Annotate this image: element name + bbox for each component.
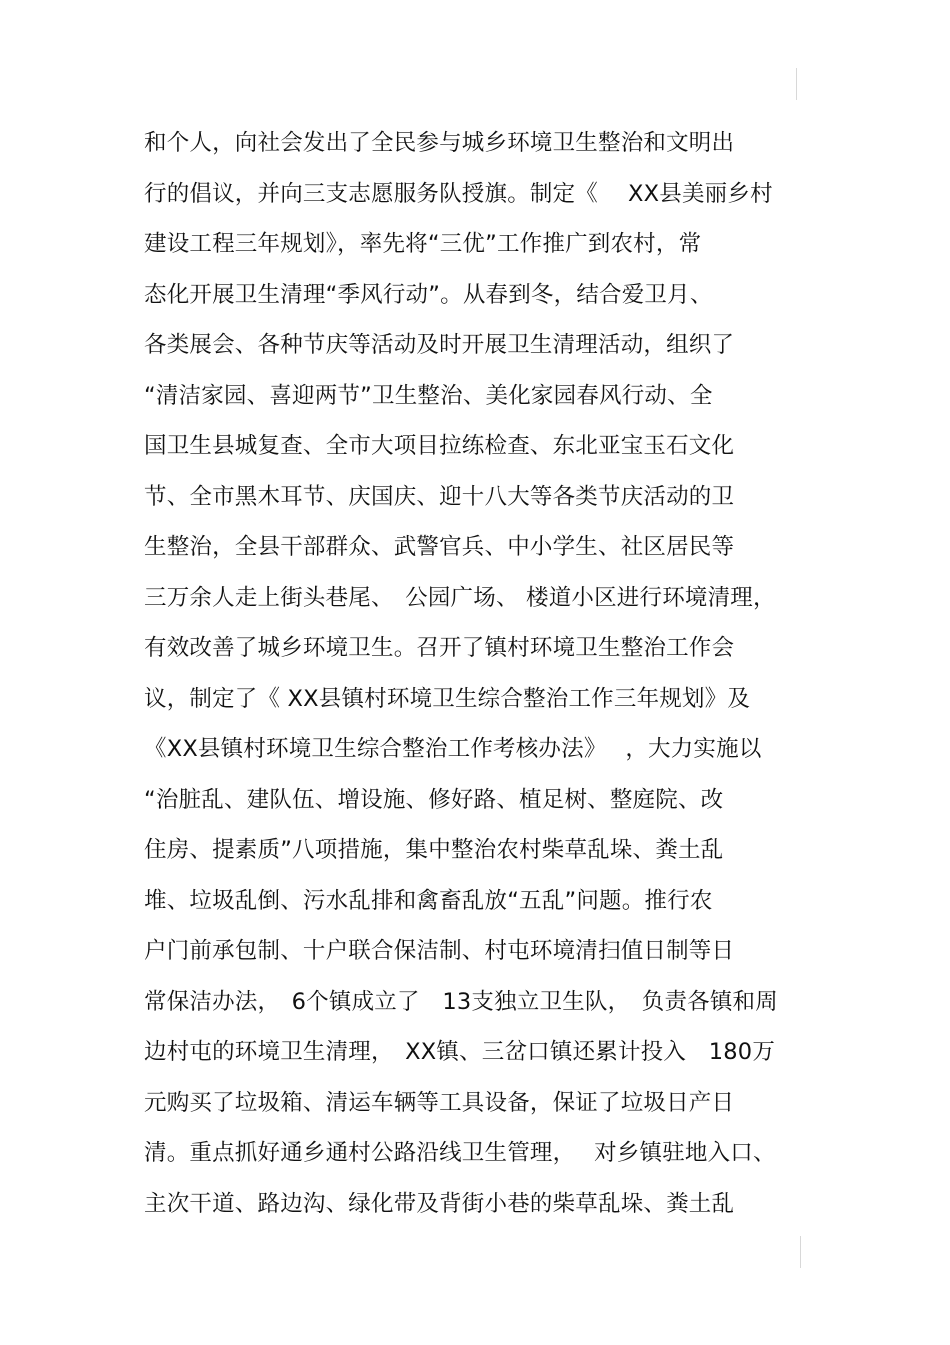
text-line: 态化开展卫生清理“季风行动”。从春到冬，结合爱卫月、 [144, 281, 713, 308]
text-line: 议，制定了《 XX县镇村环境卫生综合整治工作三年规划》及 [144, 685, 751, 712]
text-line: 和个人，向社会发出了全民参与城乡环境卫生整治和文明出 [144, 130, 735, 156]
page-edge-mark-top [796, 68, 797, 100]
text-line: 住房、提素质”八项措施，集中整治农村柴草乱垛、粪土乱 [144, 837, 724, 863]
text-line: 元购买了垃圾箱、清运车辆等工具设备，保证了垃圾日产日 [144, 1089, 735, 1116]
text-line: 常保洁办法， 6个镇成立了 13支独立卫生队， 负责各镇和周 [144, 988, 778, 1015]
text-line: 堆、垃圾乱倒、污水乱排和禽畜乱放“五乱”问题。推行农 [144, 887, 713, 914]
text-line: 有效改善了城乡环境卫生。召开了镇村环境卫生整治工作会 [144, 635, 735, 661]
text-line: 清。重点抓好通乡通村公路沿线卫生管理， 对乡镇驻地入口、 [144, 1140, 776, 1166]
text-line: 国卫生县城复查、全市大项目拉练检查、东北亚宝玉石文化 [144, 433, 735, 459]
page-edge-mark-bottom [800, 1236, 801, 1268]
text-line: 《XX县镇村环境卫生综合整治工作考核办法》 ，大力实施以 [144, 736, 762, 762]
text-line: 三万余人走上街头巷尾、 公园广场、 楼道小区进行环境清理， [144, 584, 776, 611]
text-line: 边村屯的环境卫生清理， XX镇、三岔口镇还累计投入 180万 [144, 1039, 776, 1065]
text-line: “治脏乱、建队伍、增设施、修好路、植足树、整庭院、改 [144, 786, 724, 813]
text-line: 各类展会、各种节庆等活动及时开展卫生清理活动，组织了 [144, 332, 735, 358]
text-line: 主次干道、路边沟、绿化带及背街小巷的柴草乱垛、粪土乱 [144, 1190, 735, 1217]
text-line: 行的倡议，并向三支志愿服务队授旗。制定《 XX县美丽乡村 [144, 180, 773, 207]
text-line: “清洁家园、喜迎两节”卫生整治、美化家园春风行动、全 [144, 382, 713, 409]
text-line: 节、全市黑木耳节、庆国庆、迎十八大等各类节庆活动的卫 [144, 483, 735, 510]
body-text [144, 118, 844, 1229]
text-line: 户门前承包制、十户联合保洁制、村屯环境清扫值日制等日 [144, 938, 735, 964]
text-line: 生整治，全县干部群众、武警官兵、中小学生、社区居民等 [144, 534, 735, 560]
text-line: 建设工程三年规划》，率先将“三优”工作推广到农村，常 [144, 231, 702, 257]
